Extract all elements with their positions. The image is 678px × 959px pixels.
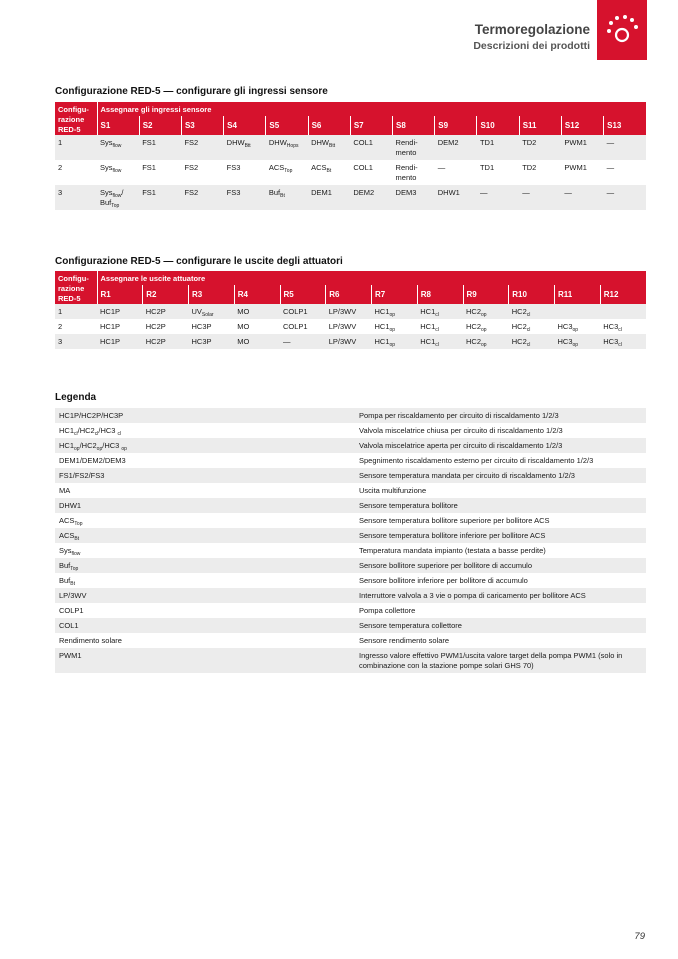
column-header: S10 — [477, 116, 519, 135]
table-cell: $HC1_{op}$ — [374, 322, 396, 333]
table-cell: MO — [234, 334, 280, 349]
table-cell: PWM1 — [564, 163, 587, 172]
legend-description: Interruttore valvola a 3 vie o pompa di caricamento per bollitore ACS — [355, 588, 646, 603]
actuator-output-table — [55, 271, 646, 349]
table-cell: $HC3_{op}$ — [555, 334, 601, 349]
column-header: S12 — [561, 116, 603, 135]
table-cell: HC3P — [191, 322, 212, 331]
legend-description: Sensore bollitore superiore per bollitore di accumulo — [355, 558, 646, 573]
column-header: S4 — [224, 116, 266, 135]
legend-description: Sensore rendimento solare — [359, 636, 450, 645]
column-header: S6 — [308, 116, 350, 135]
legend-code: $ACS_{Top}$ — [59, 516, 83, 527]
table-cell: $ACS_{Top}$ — [268, 163, 293, 174]
legend-row — [55, 453, 646, 468]
table-cell: PWM1 — [561, 135, 603, 160]
table-cell: COL1 — [353, 163, 373, 172]
table-cell: TD2 — [522, 163, 537, 172]
table1-title: Configurazione RED-5 — configurare gli ingressi sensore — [55, 86, 328, 97]
group-header: Assegnare le uscite attuatore — [97, 271, 646, 285]
config-cell: 2 — [58, 163, 63, 172]
table-cell: Buf$_{Bt}$ — [266, 185, 308, 210]
table-cell: FS3 — [224, 185, 266, 210]
table-cell: MO — [237, 322, 250, 331]
legend-description: Pompa collettore — [359, 606, 416, 615]
table-cell: — — [604, 135, 646, 160]
table-cell: $HC2_{cl}$ — [509, 304, 555, 319]
column-header: R4 — [234, 285, 280, 304]
column-header: R10 — [509, 285, 555, 304]
column-header: S1 — [97, 116, 139, 135]
table-cell: $HC2_{op}$ — [466, 322, 487, 333]
table-cell: $HC2_{cl}$ — [511, 322, 531, 333]
table-row — [55, 334, 646, 349]
column-header: S5 — [266, 116, 308, 135]
table-cell: Sys$_{flow}$ — [97, 135, 139, 160]
legend-row — [55, 558, 646, 573]
legend-code: $HC1_{cl}/HC2_{cl}/HC3$ $_{cl}$ — [59, 426, 122, 437]
legend-description: Sensore temperatura bollitore superiore per bollitore ACS — [359, 516, 550, 525]
table-cell: $DHW_{Btt}$ — [224, 135, 266, 160]
legend-code: $ACS_{Bt}$ — [55, 528, 355, 543]
table-cell: HC1P — [100, 322, 121, 331]
table-cell: DEM1 — [308, 185, 350, 210]
table-cell: $UV_{Solar}$ — [189, 304, 235, 319]
table-cell: TD2 — [519, 135, 561, 160]
table-cell: $DHW_{Btt}$ — [308, 135, 350, 160]
page-header — [473, 22, 590, 54]
legend-description: Sensore temperatura bollitore — [355, 498, 646, 513]
table-cell: FS1 — [139, 135, 181, 160]
column-header: R8 — [417, 285, 463, 304]
table-cell: $HC1_{cl}$ — [417, 304, 463, 319]
table-row — [55, 160, 646, 185]
table-cell: DHW1 — [435, 185, 477, 210]
column-header: S8 — [393, 116, 435, 135]
sensor-input-table — [55, 102, 646, 210]
column-header: R9 — [463, 285, 509, 304]
column-header: R12 — [600, 285, 646, 304]
legend-row — [55, 483, 646, 498]
legend-code: Sys$_{flow}$ — [59, 546, 81, 557]
table-cell: HC1P — [97, 334, 143, 349]
legend-row — [55, 423, 646, 438]
legend-row — [55, 498, 646, 513]
legend-code: Buf$_{Bt}$ — [59, 576, 75, 587]
table-cell: FS3 — [226, 163, 241, 172]
table-row — [55, 304, 646, 319]
legend-row — [55, 468, 646, 483]
legend-code: Rendimento solare — [59, 636, 122, 645]
table-cell: $DHW_{Hops}$ — [266, 135, 308, 160]
legend-row — [55, 543, 646, 558]
table-cell: — — [604, 185, 646, 210]
column-header: R6 — [326, 285, 372, 304]
legend-description: Sensore bollitore inferiore per bollitore di accumulo — [359, 576, 528, 585]
legend-description: Ingresso valore effettivo PWM1/uscita valore target della pompa PWM1 (solo in combinazione con la stazione pompe solari GHS 70) — [355, 648, 646, 673]
legend-description: Valvola miscelatrice aperta per circuito di riscaldamento 1/2/3 — [355, 438, 646, 453]
legend-row — [55, 513, 646, 528]
group-header: Assegnare gli ingressi sensore — [97, 102, 646, 116]
legend-code: DHW1 — [55, 498, 355, 513]
table-cell: COLP1 — [280, 304, 326, 319]
table-row — [55, 185, 646, 210]
legend-description: Sensore temperatura collettore — [355, 618, 646, 633]
table-cell: COLP1 — [283, 322, 308, 331]
config-cell: 3 — [55, 185, 97, 210]
legend-row — [55, 573, 646, 588]
column-header: R2 — [143, 285, 189, 304]
table-cell: — — [561, 185, 603, 210]
legend-code: FS1/FS2/FS3 — [55, 468, 355, 483]
legend-code: LP/3WV — [55, 588, 355, 603]
table-cell: $HC3_{op}$ — [557, 322, 579, 333]
table-row — [55, 135, 646, 160]
header-subtitle: Descrizioni dei prodotti — [473, 40, 590, 52]
table-cell — [555, 304, 601, 319]
header-title: Termoregolazione — [474, 22, 590, 37]
config-cell: 1 — [55, 135, 97, 160]
table-cell: HC2P — [143, 304, 189, 319]
config-cell: 3 — [55, 334, 97, 349]
legend-description: Sensore temperatura bollitore inferiore per bollitore ACS — [355, 528, 646, 543]
legend-code: COL1 — [55, 618, 355, 633]
config-header: Configu- razione RED-5 — [55, 102, 97, 135]
column-header: R3 — [189, 285, 235, 304]
column-header: R5 — [280, 285, 326, 304]
legend-code: Buf$_{Top}$ — [55, 558, 355, 573]
legend-row — [55, 528, 646, 543]
legend-row — [55, 588, 646, 603]
legend-row — [55, 633, 646, 648]
legend-row — [55, 648, 646, 673]
table-cell: Rendi- mento — [393, 135, 435, 160]
table-cell: $HC3_{cl}$ — [600, 334, 646, 349]
table-cell: HC3P — [189, 334, 235, 349]
table-cell: Sys$_{flow}$/ Buf$_{Top}$ — [97, 185, 139, 210]
legend-code: $HC1_{op}/HC2_{op}/HC3$ $_{op}$ — [55, 438, 355, 453]
table-cell — [600, 304, 646, 319]
table-cell: $HC1_{cl}$ — [417, 334, 463, 349]
table2-title: Configurazione RED-5 — configurare le uscite degli attuatori — [55, 256, 343, 267]
table-cell: FS2 — [184, 163, 199, 172]
table-cell: Rendi- mento — [395, 163, 418, 182]
column-header: S11 — [519, 116, 561, 135]
table-cell: $HC2_{cl}$ — [509, 334, 555, 349]
config-cell: 1 — [55, 304, 97, 319]
table-cell: $HC2_{op}$ — [463, 334, 509, 349]
legend-description: Uscita multifunzione — [359, 486, 427, 495]
table-cell: $HC2_{op}$ — [463, 304, 509, 319]
legend-code: MA — [59, 486, 71, 495]
table-cell: $HC1_{op}$ — [372, 334, 418, 349]
legend-code: PWM1 — [55, 648, 355, 673]
table-cell: Sys$_{flow}$ — [100, 163, 122, 174]
column-header: S13 — [604, 116, 646, 135]
legend-row — [55, 438, 646, 453]
table-cell: DEM2 — [350, 185, 392, 210]
column-header: R11 — [555, 285, 601, 304]
table-cell: — — [437, 163, 446, 172]
table-cell: $HC1_{op}$ — [372, 304, 418, 319]
table-cell: TD1 — [479, 163, 495, 172]
column-header: S9 — [435, 116, 477, 135]
legend-description: Spegnimento riscaldamento esterno per circuito di riscaldamento 1/2/3 — [359, 456, 594, 465]
table-cell: HC1P — [97, 304, 143, 319]
column-header: R7 — [372, 285, 418, 304]
column-header: S2 — [139, 116, 181, 135]
table-row — [55, 319, 646, 334]
legend-table — [55, 408, 646, 673]
legend-description: Sensore temperatura mandata per circuito di riscaldamento 1/2/3 — [355, 468, 646, 483]
legend-code: DEM1/DEM2/DEM3 — [59, 456, 126, 465]
solar-hub-icon — [597, 0, 647, 60]
legend-row — [55, 603, 646, 618]
table-cell: DEM3 — [393, 185, 435, 210]
legend-row — [55, 408, 646, 423]
legend-description: Pompa per riscaldamento per circuito di riscaldamento 1/2/3 — [355, 408, 646, 423]
table-cell: — — [606, 163, 615, 172]
config-header: Configu- razione RED-5 — [55, 271, 97, 304]
table-cell: FS2 — [181, 185, 223, 210]
brand-logo — [597, 0, 647, 60]
table-cell: LP/3WV — [326, 304, 372, 319]
table-cell: $HC1_{cl}$ — [420, 322, 439, 333]
table-cell: — — [280, 334, 326, 349]
table-cell: FS1 — [142, 163, 156, 172]
table-cell: LP/3WV — [328, 322, 357, 331]
config-cell: 2 — [58, 322, 63, 331]
table-cell: $ACS_{Bt}$ — [311, 163, 332, 174]
legend-description: Valvola miscelatrice chiusa per circuito di riscaldamento 1/2/3 — [359, 426, 563, 435]
legend-code: HC1P/HC2P/HC3P — [55, 408, 355, 423]
column-header: S7 — [350, 116, 392, 135]
column-header: R1 — [97, 285, 143, 304]
table-cell: FS2 — [181, 135, 223, 160]
table-cell: — — [519, 185, 561, 210]
table-cell: COL1 — [350, 135, 392, 160]
legend-description: Temperatura mandata impianto (testata a basse perdite) — [359, 546, 546, 555]
page-number: 79 — [634, 931, 645, 942]
table-cell: DEM2 — [435, 135, 477, 160]
table-cell: MO — [234, 304, 280, 319]
table-cell: — — [477, 185, 519, 210]
table-cell: HC2P — [145, 322, 166, 331]
legend-row — [55, 618, 646, 633]
legend-code: COLP1 — [59, 606, 84, 615]
table-cell: FS1 — [139, 185, 181, 210]
table-cell: TD1 — [477, 135, 519, 160]
table-cell: HC2P — [143, 334, 189, 349]
table-cell: LP/3WV — [326, 334, 372, 349]
table-cell: $HC3_{cl}$ — [603, 322, 622, 333]
column-header: S3 — [181, 116, 223, 135]
legend-title: Legenda — [55, 392, 97, 403]
